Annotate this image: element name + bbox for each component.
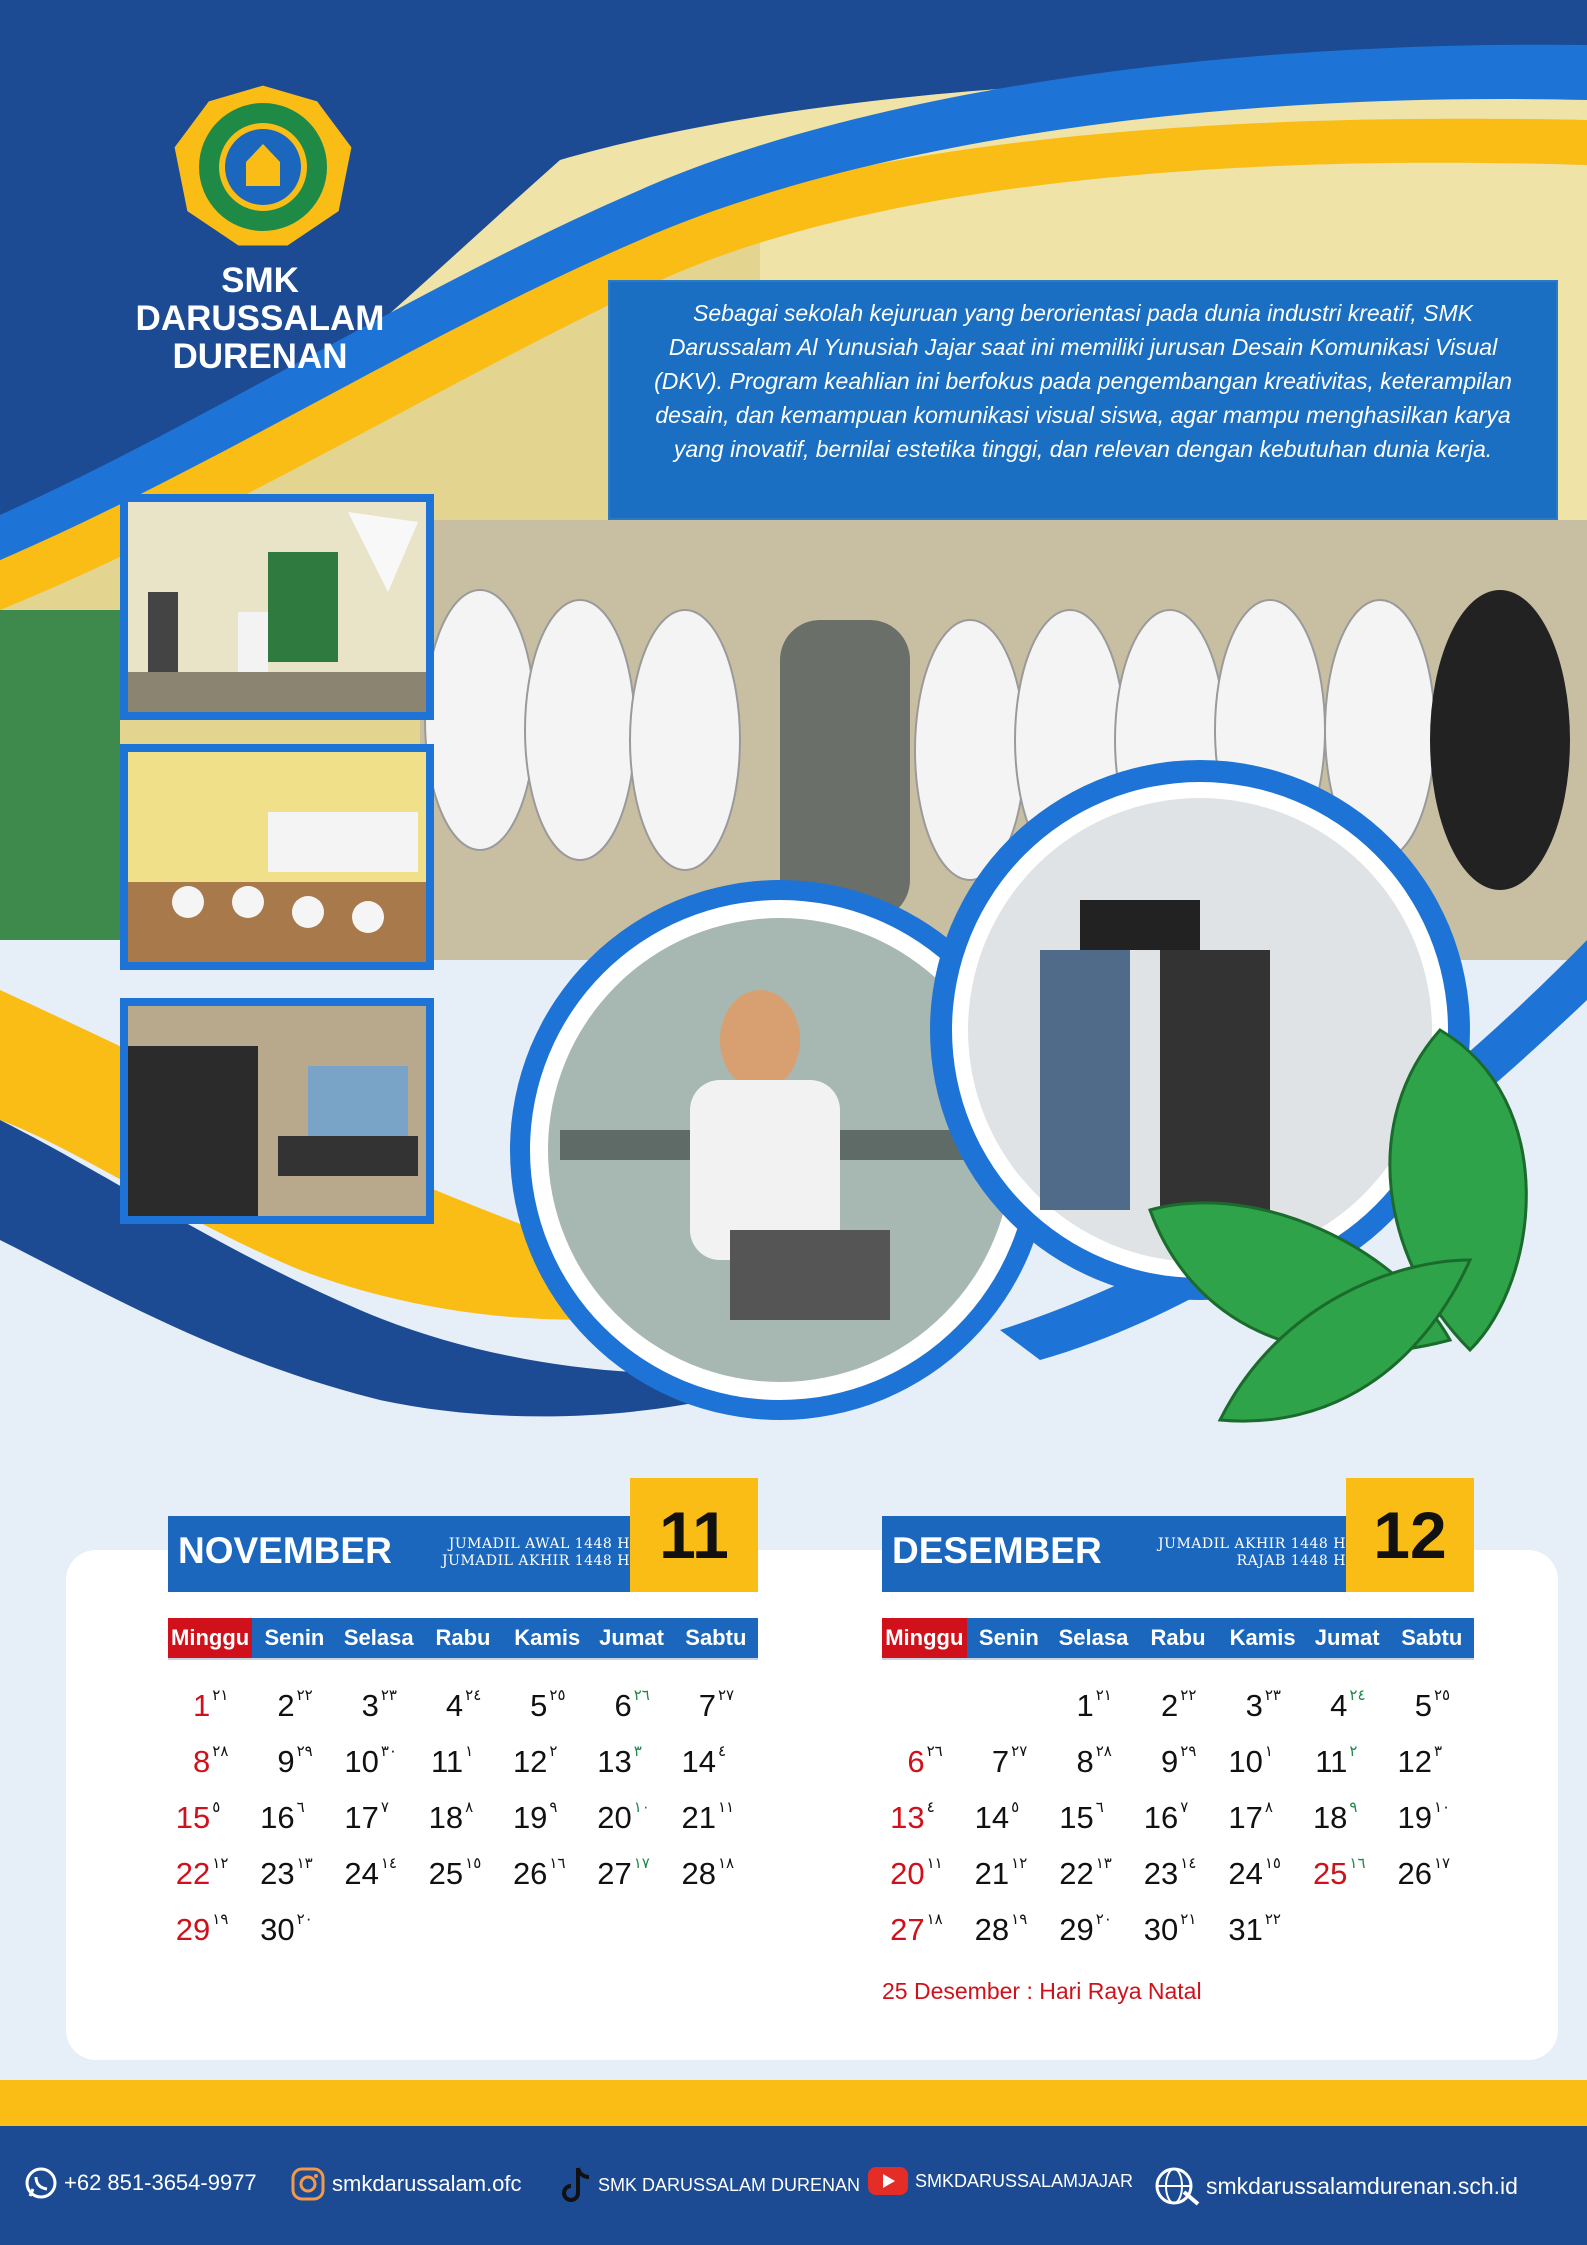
day-number: 5 xyxy=(530,1688,548,1723)
hijri-months xyxy=(442,1536,630,1570)
hijri-day: ٢١ xyxy=(212,1686,229,1704)
day-cell[interactable] xyxy=(168,1902,252,1958)
youtube-handle: SMKDARUSSALAMJAJAR xyxy=(915,2170,1134,2191)
hijri-day: ١٠ xyxy=(633,1798,650,1816)
day-cell[interactable] xyxy=(1305,1678,1390,1734)
day-number: 9 xyxy=(277,1744,295,1779)
day-number: 20 xyxy=(890,1856,925,1891)
weekday-sabtu: Sabtu xyxy=(685,1625,747,1650)
hijri-day: ١٢ xyxy=(1011,1854,1028,1872)
day-cell[interactable] xyxy=(1136,1734,1221,1790)
hijri-day: ٢٠ xyxy=(296,1910,313,1928)
day-number: 1 xyxy=(193,1688,211,1723)
day-cell[interactable] xyxy=(421,1846,505,1902)
day-number: 3 xyxy=(1245,1688,1263,1723)
day-number: 14 xyxy=(974,1800,1010,1835)
hijri-day: ٨ xyxy=(465,1798,474,1816)
day-grid xyxy=(168,1678,758,1958)
hijri-day: ١٥ xyxy=(1264,1854,1281,1872)
day-cell[interactable] xyxy=(252,1678,336,1734)
day-cell[interactable] xyxy=(168,1678,252,1734)
intro-text-box: Sebagai sekolah kejuruan yang berorientasi pada dunia industri kreatif, SMK Darussalam Al Yunusiah Jajar saat ini memiliki jurusan Desain Komunikasi Visual (DKV). Program keahlian ini berfokus pada pengembangan kreativitas, keterampilan desain, dan kemampuan komunikasi visual siswa, agar mampu menghasilkan karya yang inovatif, bernilai estetika tinggi, dan relevan dengan kebutuhan dunia kerja. xyxy=(608,280,1558,520)
globe-icon xyxy=(1154,2166,1200,2206)
day-cell[interactable] xyxy=(1220,1734,1305,1790)
day-number: 14 xyxy=(681,1744,716,1779)
hijri-day: ١٩ xyxy=(212,1910,229,1928)
hijri-day: ٢١ xyxy=(1095,1686,1112,1704)
empty-cell xyxy=(967,1678,1052,1734)
hijri-day: ٦ xyxy=(296,1798,305,1816)
day-number: 4 xyxy=(1330,1688,1348,1723)
day-cell[interactable] xyxy=(967,1902,1052,1958)
hijri-day: ١ xyxy=(1264,1742,1273,1760)
day-number: 17 xyxy=(344,1800,379,1835)
school-name-line3: DURENAN xyxy=(172,337,348,376)
hijri-months xyxy=(1158,1536,1346,1570)
footer-accent-strip xyxy=(0,2080,1587,2126)
day-cell[interactable] xyxy=(1136,1790,1221,1846)
day-cell[interactable] xyxy=(168,1790,252,1846)
calendar-desember xyxy=(882,1498,1474,2005)
hijri-day: ١٦ xyxy=(549,1854,566,1872)
day-number: 12 xyxy=(512,1744,548,1779)
day-number: 23 xyxy=(1143,1856,1179,1891)
month-number: 11 xyxy=(630,1478,758,1592)
day-cell[interactable] xyxy=(168,1734,252,1790)
day-number: 30 xyxy=(260,1912,295,1947)
month-number: 12 xyxy=(1346,1478,1474,1592)
day-number: 11 xyxy=(1315,1744,1348,1779)
day-cell[interactable] xyxy=(252,1846,336,1902)
month-header xyxy=(882,1498,1474,1592)
month-name: NOVEMBER xyxy=(178,1530,392,1571)
day-cell[interactable] xyxy=(1305,1790,1390,1846)
day-cell[interactable] xyxy=(967,1790,1052,1846)
hijri-day: ١٦ xyxy=(1349,1854,1366,1872)
day-number: 28 xyxy=(974,1912,1010,1947)
day-cell[interactable] xyxy=(1220,1678,1305,1734)
day-cell[interactable] xyxy=(1136,1678,1221,1734)
hijri-day: ٢٥ xyxy=(549,1686,566,1704)
day-number: 3 xyxy=(361,1688,379,1723)
day-grid xyxy=(882,1678,1474,1958)
day-cell[interactable] xyxy=(1389,1678,1474,1734)
tiktok-handle: SMK DARUSSALAM DURENAN xyxy=(598,2174,861,2195)
hijri-day: ٤ xyxy=(717,1742,727,1760)
month-name: DESEMBER xyxy=(892,1530,1102,1571)
school-name-line2: DARUSSALAM xyxy=(135,299,385,338)
weekday-kamis: Kamis xyxy=(1229,1625,1296,1650)
photo-studio xyxy=(120,494,434,720)
day-cell[interactable] xyxy=(1051,1902,1136,1958)
weekday-minggu: Minggu xyxy=(882,1618,967,1658)
hijri-day: ١٢ xyxy=(212,1854,229,1872)
hijri-day: ٢٠ xyxy=(1095,1910,1112,1928)
day-number: 7 xyxy=(991,1744,1010,1779)
hijri-day: ٣ xyxy=(633,1742,642,1760)
day-cell[interactable] xyxy=(252,1734,336,1790)
day-cell[interactable] xyxy=(421,1790,505,1846)
day-cell[interactable] xyxy=(1051,1734,1136,1790)
day-number: 13 xyxy=(890,1800,925,1835)
day-cell[interactable] xyxy=(1220,1846,1305,1902)
hijri-day: ١١ xyxy=(717,1798,735,1816)
holiday-note: 25 Desember : Hari Raya Natal xyxy=(882,1978,1202,2004)
day-cell[interactable] xyxy=(505,1734,589,1790)
day-number: 31 xyxy=(1228,1912,1263,1947)
tiktok-icon xyxy=(562,2166,592,2204)
day-number: 1 xyxy=(1076,1688,1094,1723)
hijri-day: ٢٢ xyxy=(1264,1910,1281,1928)
hijri-day: ٦ xyxy=(1095,1798,1104,1816)
day-number: 23 xyxy=(260,1856,295,1891)
hijri-day: ٣٠ xyxy=(380,1742,397,1760)
day-number: 4 xyxy=(445,1688,464,1723)
day-number: 13 xyxy=(597,1744,632,1779)
weekday-sabtu: Sabtu xyxy=(1401,1625,1463,1650)
hijri-day: ١٤ xyxy=(380,1854,397,1872)
hijri-day: ١١ xyxy=(926,1854,943,1872)
instagram-icon xyxy=(290,2166,326,2202)
day-cell[interactable] xyxy=(337,1734,421,1790)
weekday-jumat: Jumat xyxy=(599,1625,664,1650)
footer-instagram[interactable] xyxy=(290,2166,522,2202)
day-number: 24 xyxy=(1228,1856,1263,1891)
day-number: 2 xyxy=(277,1688,295,1723)
hijri-day: ٢٣ xyxy=(380,1686,397,1704)
hijri-day: ١٨ xyxy=(717,1854,735,1872)
hijri-day: ٢٥ xyxy=(1433,1686,1451,1704)
weekday-senin: Senin xyxy=(264,1625,325,1650)
hijri-day: ٢٦ xyxy=(926,1742,943,1760)
day-number: 21 xyxy=(681,1800,716,1835)
hijri-day: ١٥ xyxy=(465,1854,482,1872)
footer-tiktok[interactable] xyxy=(562,2166,860,2204)
weekday-senin: Senin xyxy=(978,1625,1039,1650)
hijri-day: ٢٤ xyxy=(1349,1686,1366,1704)
day-cell[interactable] xyxy=(505,1678,589,1734)
day-number: 27 xyxy=(597,1856,632,1891)
day-number: 21 xyxy=(974,1856,1010,1891)
day-cell[interactable] xyxy=(1389,1790,1474,1846)
hijri-day: ٧ xyxy=(380,1798,389,1816)
day-cell[interactable] xyxy=(589,1790,673,1846)
footer-whatsapp[interactable] xyxy=(24,2166,257,2200)
day-number: 19 xyxy=(1397,1800,1432,1835)
day-cell[interactable] xyxy=(674,1678,758,1734)
whatsapp-number: +62 851-3654-9977 xyxy=(64,2170,257,2195)
photo-laptop xyxy=(120,998,434,1224)
day-cell[interactable] xyxy=(674,1790,758,1846)
school-name xyxy=(100,262,420,376)
day-cell[interactable] xyxy=(505,1846,589,1902)
day-number: 22 xyxy=(1059,1856,1094,1891)
weekday-kamis: Kamis xyxy=(514,1625,581,1650)
day-number: 19 xyxy=(512,1800,548,1835)
day-cell[interactable] xyxy=(505,1790,589,1846)
day-number: 9 xyxy=(1161,1744,1179,1779)
photo-classroom xyxy=(120,744,434,970)
day-cell[interactable] xyxy=(1051,1846,1136,1902)
day-number: 24 xyxy=(344,1856,379,1891)
empty-cell xyxy=(882,1678,967,1734)
footer xyxy=(0,2126,1587,2245)
day-number: 25 xyxy=(428,1856,464,1891)
hijri-day: ٧ xyxy=(1180,1798,1189,1816)
day-number: 6 xyxy=(614,1688,632,1723)
day-cell[interactable] xyxy=(589,1678,673,1734)
day-number: 10 xyxy=(1228,1744,1263,1779)
hijri-day: ٢٦ xyxy=(633,1686,650,1704)
hijri-day: ٥ xyxy=(1011,1798,1020,1816)
day-cell[interactable] xyxy=(1136,1846,1221,1902)
day-number: 12 xyxy=(1397,1744,1432,1779)
youtube-icon xyxy=(867,2166,909,2196)
day-number: 2 xyxy=(1161,1688,1179,1723)
day-cell[interactable] xyxy=(252,1902,336,1958)
hijri-day: ١٨ xyxy=(926,1910,943,1928)
day-cell[interactable] xyxy=(967,1846,1052,1902)
day-cell[interactable] xyxy=(1220,1790,1305,1846)
hijri-day: ٩ xyxy=(1349,1798,1358,1816)
hijri-day: ٥ xyxy=(212,1798,221,1816)
day-cell[interactable] xyxy=(337,1790,421,1846)
day-cell[interactable] xyxy=(882,1902,967,1958)
day-cell[interactable] xyxy=(1389,1734,1474,1790)
day-number: 26 xyxy=(1397,1856,1432,1891)
day-cell[interactable] xyxy=(337,1846,421,1902)
month-header xyxy=(168,1498,758,1592)
weekday-rabu: Rabu xyxy=(1150,1625,1206,1650)
day-number: 10 xyxy=(344,1744,379,1779)
day-cell[interactable] xyxy=(168,1846,252,1902)
hijri-line-2: RAJAB 1448 H xyxy=(1236,1553,1346,1569)
day-number: 18 xyxy=(428,1800,464,1835)
weekday-header xyxy=(882,1618,1474,1660)
hijri-day: ٢٨ xyxy=(1095,1742,1112,1760)
day-cell[interactable] xyxy=(882,1790,967,1846)
hijri-day: ١ xyxy=(465,1742,474,1760)
day-cell[interactable] xyxy=(1220,1902,1305,1958)
day-cell[interactable] xyxy=(589,1734,673,1790)
day-number: 15 xyxy=(175,1800,211,1835)
hijri-day: ٢١ xyxy=(1180,1910,1197,1928)
day-number: 29 xyxy=(1059,1912,1094,1947)
day-number: 15 xyxy=(1059,1800,1094,1835)
day-number: 28 xyxy=(681,1856,716,1891)
footer-website[interactable] xyxy=(1154,2166,1518,2206)
day-number: 8 xyxy=(1076,1744,1094,1779)
day-number: 26 xyxy=(512,1856,548,1891)
weekday-rabu: Rabu xyxy=(435,1625,491,1650)
day-cell[interactable] xyxy=(882,1734,967,1790)
hijri-day: ١٩ xyxy=(1011,1910,1028,1928)
day-cell[interactable] xyxy=(674,1846,758,1902)
school-logo xyxy=(168,82,358,252)
hijri-day: ١٧ xyxy=(633,1854,650,1872)
day-cell[interactable] xyxy=(1136,1902,1221,1958)
hijri-line-2: JUMADIL AKHIR 1448 H xyxy=(442,1553,630,1569)
hijri-day: ٢٩ xyxy=(1180,1742,1197,1760)
footer-youtube[interactable] xyxy=(867,2166,1133,2196)
hijri-day: ٢٩ xyxy=(296,1742,313,1760)
day-number: 8 xyxy=(193,1744,211,1779)
weekday-selasa: Selasa xyxy=(343,1625,414,1650)
website-url: smkdarussalamdurenan.sch.id xyxy=(1206,2172,1518,2199)
hijri-day: ٢٢ xyxy=(296,1686,313,1704)
day-number: 30 xyxy=(1143,1912,1179,1947)
hijri-day: ٢ xyxy=(549,1742,558,1760)
weekday-jumat: Jumat xyxy=(1314,1625,1380,1650)
instagram-handle: smkdarussalam.ofc xyxy=(332,2171,522,2196)
hijri-day: ٢٢ xyxy=(1180,1686,1197,1704)
day-cell[interactable] xyxy=(967,1734,1052,1790)
day-cell[interactable] xyxy=(882,1846,967,1902)
day-number: 29 xyxy=(175,1912,211,1947)
day-number: 6 xyxy=(907,1744,925,1779)
hijri-day: ٢٧ xyxy=(1011,1742,1028,1760)
day-number: 16 xyxy=(260,1800,295,1835)
day-number: 27 xyxy=(890,1912,925,1947)
hijri-line-1: JUMADIL AWAL 1448 H xyxy=(448,1536,630,1552)
hijri-day: ١٣ xyxy=(1095,1854,1112,1872)
day-cell[interactable] xyxy=(674,1734,758,1790)
hijri-day: ٣ xyxy=(1433,1742,1443,1760)
day-number: 18 xyxy=(1312,1800,1348,1835)
day-number: 16 xyxy=(1143,1800,1179,1835)
day-cell[interactable] xyxy=(337,1678,421,1734)
hijri-day: ٩ xyxy=(549,1798,558,1816)
weekday-selasa: Selasa xyxy=(1058,1625,1129,1650)
school-name-line1: SMK xyxy=(221,261,299,300)
day-number: 11 xyxy=(430,1744,464,1779)
day-cell[interactable] xyxy=(421,1734,505,1790)
day-number: 7 xyxy=(698,1688,716,1723)
day-cell[interactable] xyxy=(1051,1678,1136,1734)
hijri-day: ٨ xyxy=(1264,1798,1273,1816)
hijri-day: ٢٤ xyxy=(465,1686,482,1704)
day-number: 25 xyxy=(1312,1856,1348,1891)
hijri-day: ١٤ xyxy=(1180,1854,1197,1872)
day-cell[interactable] xyxy=(1305,1846,1390,1902)
day-cell[interactable] xyxy=(589,1846,673,1902)
day-cell[interactable] xyxy=(1051,1790,1136,1846)
calendar-november xyxy=(168,1498,758,1958)
whatsapp-icon xyxy=(24,2166,58,2200)
day-cell[interactable] xyxy=(421,1678,505,1734)
hijri-day: ٢٧ xyxy=(717,1686,735,1704)
hijri-day: ٢٨ xyxy=(212,1742,229,1760)
hijri-day: ٢ xyxy=(1349,1742,1358,1760)
day-number: 17 xyxy=(1228,1800,1263,1835)
day-cell[interactable] xyxy=(252,1790,336,1846)
hijri-day: ٢٣ xyxy=(1264,1686,1281,1704)
day-number: 22 xyxy=(175,1856,211,1891)
weekday-header xyxy=(168,1618,758,1660)
day-cell[interactable] xyxy=(1389,1846,1474,1902)
hijri-line-1: JUMADIL AKHIR 1448 H xyxy=(1158,1536,1346,1552)
hijri-day: ١٠ xyxy=(1433,1798,1451,1816)
day-number: 20 xyxy=(597,1800,632,1835)
hijri-day: ٤ xyxy=(926,1798,935,1816)
hijri-day: ١٧ xyxy=(1433,1854,1451,1872)
hijri-day: ١٣ xyxy=(296,1854,313,1872)
weekday-minggu: Minggu xyxy=(168,1618,252,1658)
day-cell[interactable] xyxy=(1305,1734,1390,1790)
day-number: 5 xyxy=(1414,1688,1432,1723)
